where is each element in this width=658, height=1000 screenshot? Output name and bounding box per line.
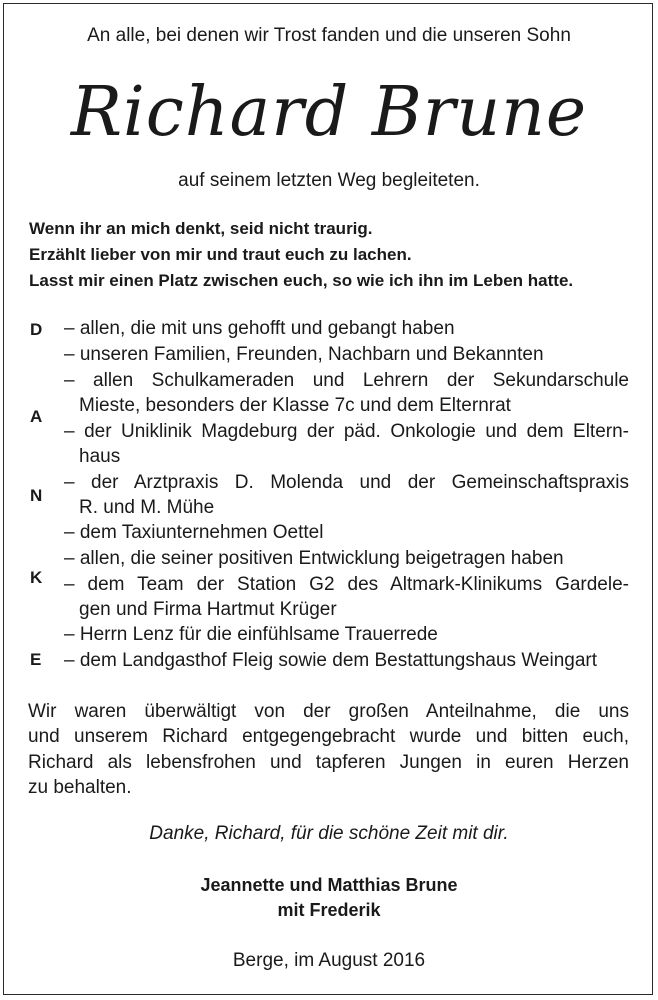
danke-letter-a: A [30,407,43,426]
closing-line: Richard als lebensfrohen und tapferen Jungen in euren Herzen [28,752,629,773]
quote-line: Wenn ihr an mich denkt, seid nicht traurig. [29,219,373,238]
place-date: Berge, im August 2016 [232,950,426,971]
quote-line: Lasst mir einen Platz zwischen euch, so wie ich ihn im Leben hatte. [29,271,574,290]
quote-line: Erzählt lieber von mir und traut euch zu lachen. [29,245,412,264]
danke-letter-e: E [30,650,42,669]
danke-letter-k: K [30,568,43,587]
danke-letter-n: N [30,486,43,505]
thanks-line: R. und M. Mühe [79,497,215,518]
danke-letter-d: D [30,320,43,339]
thanks-line: – der Arztpraxis D. Molenda und der Gemeinschaftspraxis [64,472,629,493]
subline-text: auf seinem letzten Weg begleiteten. [178,170,480,191]
thanks-line: Mieste, besonders der Klasse 7c und dem Elternrat [79,395,511,416]
closing-line: und unserem Richard entgegengebracht wurde und bitten euch, [28,726,629,747]
intro-text: An alle, bei denen wir Trost fanden und die unseren Sohn [87,25,571,46]
thanks-line: – dem Team der Station G2 des Altmark-Klinikums Gardele- [64,574,629,595]
farewell-text: Danke, Richard, für die schöne Zeit mit dir. [149,823,509,844]
thanks-line: – dem Taxiunternehmen Oettel [64,522,324,543]
thanks-line: haus [79,446,121,467]
thanks-line: – Herrn Lenz für die einfühlsame Trauerrede [64,624,438,645]
thanks-line: – allen, die seiner positiven Entwicklung beigetragen haben [64,548,564,569]
deceased-name: Richard Brune [70,73,588,152]
thanks-line: – der Uniklinik Magdeburg der päd. Onkologie und dem Eltern- [64,421,629,442]
closing-line: Wir waren überwältigt von der großen Anteilnahme, die uns [28,701,629,722]
thanks-line: – unseren Familien, Freunden, Nachbarn und Bekannten [64,344,544,365]
thanks-line: – allen, die mit uns gehofft und gebangt haben [64,318,455,339]
signature-names: mit Frederik [277,900,381,920]
closing-line: zu behalten. [28,777,132,798]
thanks-line: – allen Schulkameraden und Lehrern der Sekundarschule [64,370,629,391]
thanks-line: – dem Landgasthof Fleig sowie dem Bestattungshaus Weingart [64,650,598,671]
thanks-line: gen und Firma Hartmut Krüger [79,599,337,620]
signature-names: Jeannette und Matthias Brune [200,875,458,895]
